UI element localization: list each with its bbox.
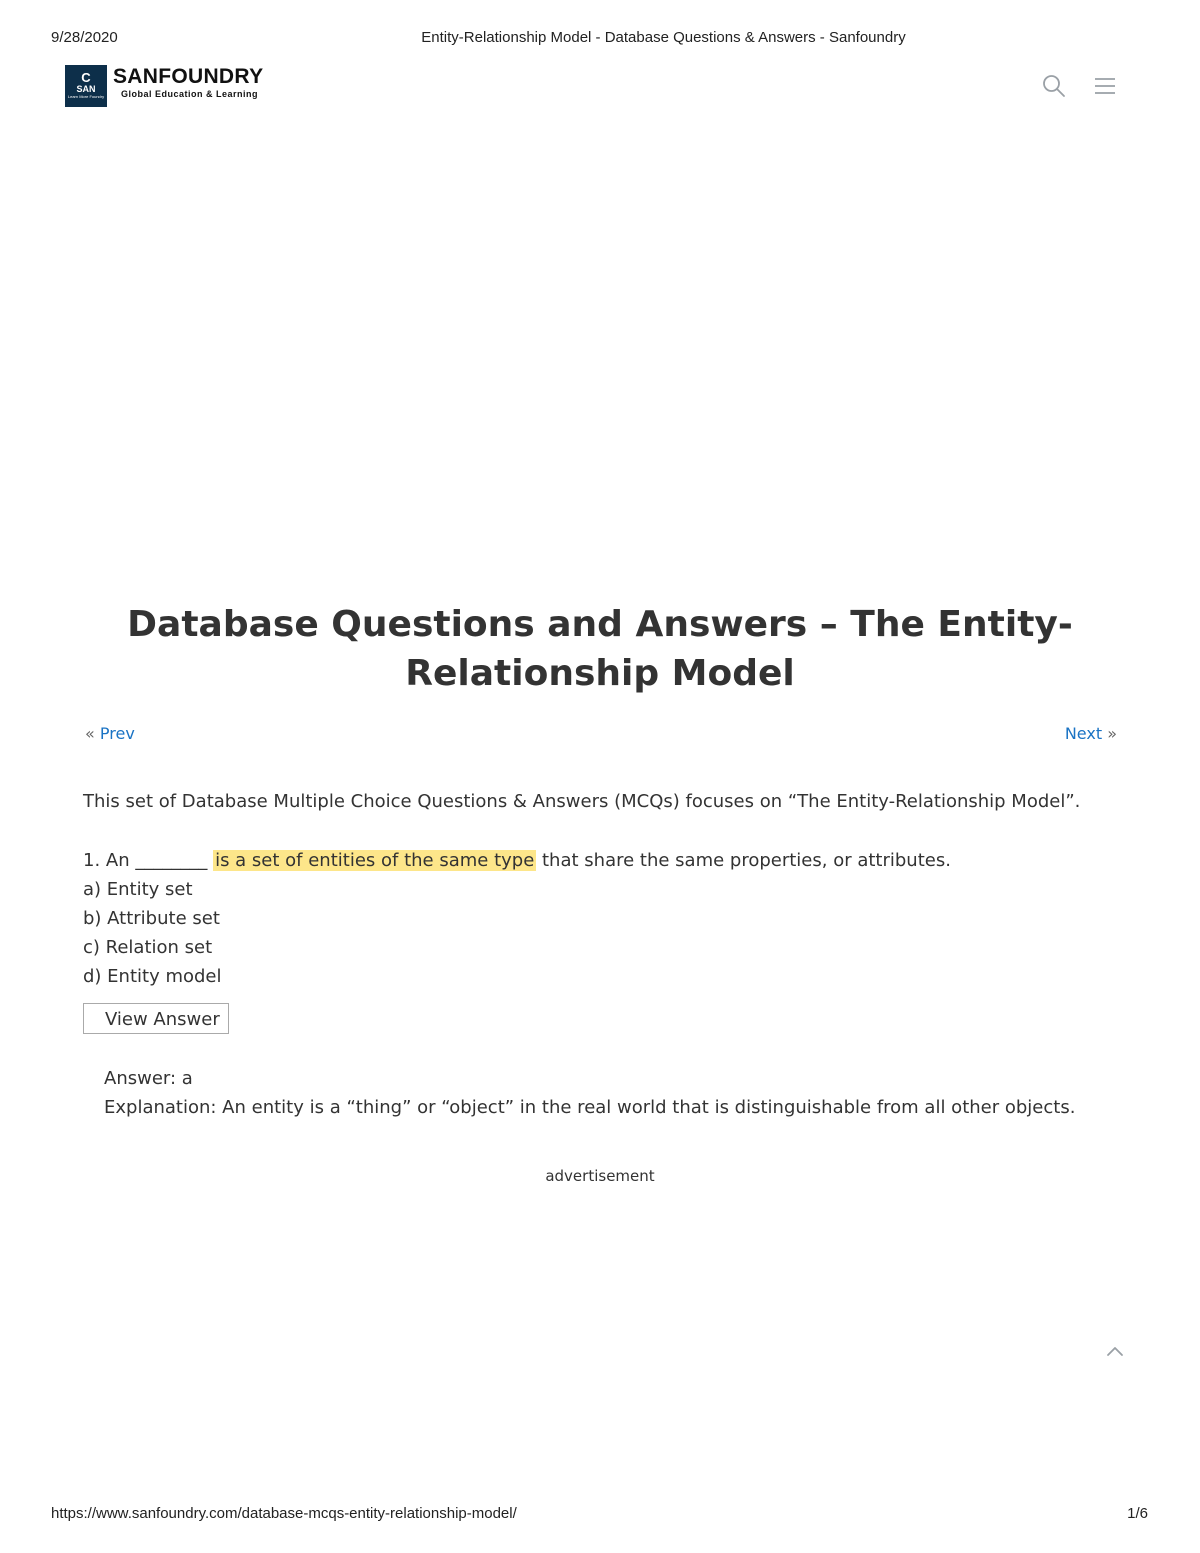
option-c: c) Relation set bbox=[83, 937, 213, 958]
logo-tagline: Global Education & Learning bbox=[121, 89, 259, 99]
prev-link[interactable] bbox=[85, 724, 135, 743]
page-title: Database Questions and Answers – The Entity-Relationship Model bbox=[127, 604, 1073, 694]
logo-mark-tagline: Learn More Foundry bbox=[67, 94, 105, 99]
prev-arrow: « bbox=[85, 724, 95, 743]
print-url: https://www.sanfoundry.com/database-mcqs-entity-relationship-model/ bbox=[51, 1505, 517, 1522]
chevron-up-icon[interactable] bbox=[1103, 1340, 1127, 1364]
article-content bbox=[83, 787, 1123, 1122]
print-page-number: 1/6 bbox=[1127, 1505, 1148, 1522]
header-actions bbox=[1042, 74, 1117, 98]
next-label: Next bbox=[1064, 724, 1103, 743]
intro-text: This set of Database Multiple Choice Questions & Answers (MCQs) focuses on “The Entity-Relationship Model”. bbox=[83, 791, 1081, 812]
option-b: b) Attribute set bbox=[83, 908, 220, 929]
print-date: 9/28/2020 bbox=[51, 29, 118, 46]
next-arrow: » bbox=[1107, 724, 1117, 743]
menu-icon[interactable] bbox=[1093, 74, 1117, 98]
option-d: d) Entity model bbox=[83, 966, 222, 987]
print-title: Entity-Relationship Model - Database Questions & Answers - Sanfoundry bbox=[421, 29, 906, 46]
option-a: a) Entity set bbox=[83, 879, 193, 900]
logo-mark-text: SAN bbox=[76, 84, 96, 94]
site-logo[interactable] bbox=[65, 65, 263, 109]
prev-label: Prev bbox=[99, 724, 135, 743]
explanation-text: Explanation: An entity is a “thing” or “object” in the real world that is distinguishable from all other objects. bbox=[104, 1097, 1076, 1118]
logo-mark-letter: C bbox=[81, 70, 91, 85]
logo-text bbox=[113, 65, 263, 99]
question-block bbox=[83, 846, 1123, 991]
answer-block bbox=[104, 1064, 1123, 1122]
question-text bbox=[83, 846, 1123, 875]
logo-mark bbox=[65, 65, 107, 107]
logo-name: SANFOUNDRY bbox=[113, 65, 264, 88]
question-prefix: 1. An ________ bbox=[83, 850, 214, 871]
view-answer-button[interactable]: View Answer bbox=[83, 1003, 229, 1034]
question-suffix: that share the same properties, or attributes. bbox=[536, 850, 951, 871]
advertisement-label: advertisement bbox=[545, 1167, 655, 1185]
answer-text: Answer: a bbox=[104, 1068, 193, 1089]
search-icon[interactable] bbox=[1042, 74, 1066, 98]
question-highlight: is a set of entities of the same type bbox=[215, 850, 535, 871]
next-link[interactable] bbox=[1065, 724, 1117, 743]
